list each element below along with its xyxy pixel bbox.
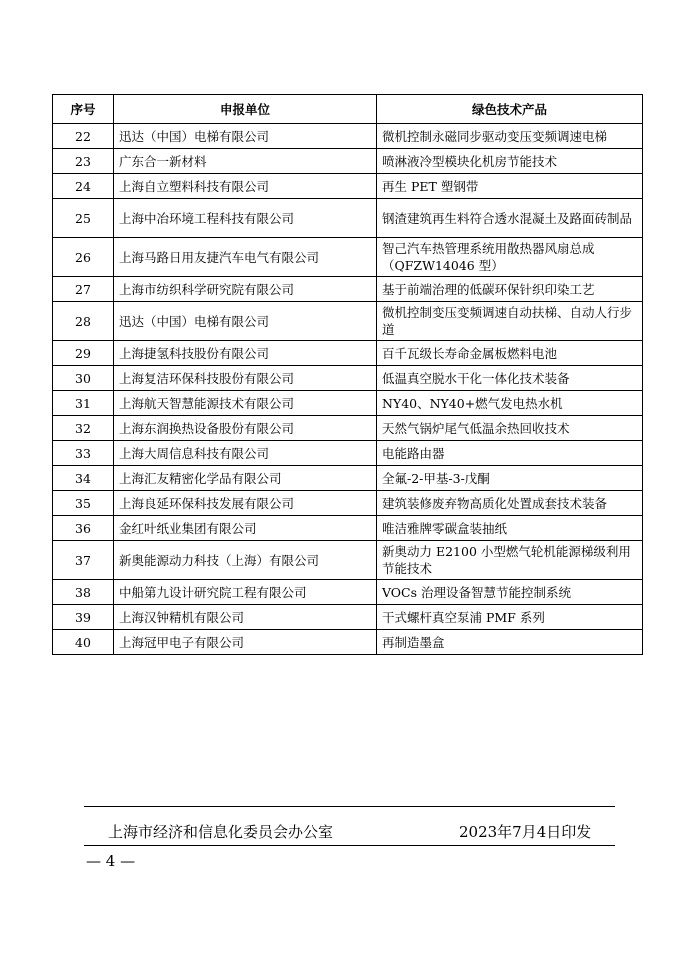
green-tech-table <box>52 94 643 655</box>
row-unit-cell: 迅达（中国）电梯有限公司 <box>114 124 377 149</box>
row-index-cell: 26 <box>53 238 114 277</box>
table-row <box>53 516 643 541</box>
row-index-cell: 27 <box>53 277 114 302</box>
row-index-cell: 25 <box>53 199 114 238</box>
row-index-cell: 36 <box>53 516 114 541</box>
row-index-cell: 35 <box>53 491 114 516</box>
row-unit-cell: 迅达（中国）电梯有限公司 <box>114 302 377 341</box>
row-index-cell: 33 <box>53 441 114 466</box>
row-index-cell: 28 <box>53 302 114 341</box>
row-product-cell: 干式螺杆真空泵浦 PMF 系列 <box>377 605 643 630</box>
table-row <box>53 391 643 416</box>
row-index-cell: 29 <box>53 341 114 366</box>
table-row <box>53 466 643 491</box>
table-row <box>53 341 643 366</box>
row-product-cell: 智己汽车热管理系统用散热器风扇总成（QFZW14046 型） <box>377 238 643 277</box>
row-unit-cell: 新奥能源动力科技（上海）有限公司 <box>114 541 377 580</box>
table-row <box>53 124 643 149</box>
row-unit-cell: 上海市纺织科学研究院有限公司 <box>114 277 377 302</box>
row-unit-cell: 上海马路日用友捷汽车电气有限公司 <box>114 238 377 277</box>
row-product-cell: 天然气锅炉尾气低温余热回收技术 <box>377 416 643 441</box>
row-unit-cell: 金红叶纸业集团有限公司 <box>114 516 377 541</box>
row-product-cell: 喷淋液冷型模块化机房节能技术 <box>377 149 643 174</box>
row-product-cell: VOCs 治理设备智慧节能控制系统 <box>377 580 643 605</box>
row-index-cell: 37 <box>53 541 114 580</box>
row-index-cell: 32 <box>53 416 114 441</box>
row-product-cell: 再生 PET 塑钢带 <box>377 174 643 199</box>
row-unit-cell: 上海复洁环保科技股份有限公司 <box>114 366 377 391</box>
table-row <box>53 416 643 441</box>
table-row <box>53 366 643 391</box>
table-row <box>53 199 643 238</box>
row-product-cell: 微机控制永磁同步驱动变压变频调速电梯 <box>377 124 643 149</box>
table-row <box>53 149 643 174</box>
table-row <box>53 277 643 302</box>
row-unit-cell: 上海冠甲电子有限公司 <box>114 630 377 655</box>
row-unit-cell: 上海中冶环境工程科技有限公司 <box>114 199 377 238</box>
header-unit: 申报单位 <box>114 95 377 124</box>
table-row <box>53 630 643 655</box>
row-unit-cell: 中船第九设计研究院工程有限公司 <box>114 580 377 605</box>
page-number: — 4 — <box>86 852 136 870</box>
row-unit-cell: 上海大周信息科技有限公司 <box>114 441 377 466</box>
footer-bottom-rule <box>84 845 615 846</box>
row-unit-cell: 上海航天智慧能源技术有限公司 <box>114 391 377 416</box>
row-product-cell: 基于前端治理的低碳环保针织印染工艺 <box>377 277 643 302</box>
footer-issuing-office: 上海市经济和信息化委员会办公室 <box>108 823 334 841</box>
row-unit-cell: 上海汇友精密化学品有限公司 <box>114 466 377 491</box>
table-row <box>53 238 643 277</box>
row-product-cell: 全氟-2-甲基-3-戊酮 <box>377 466 643 491</box>
row-index-cell: 24 <box>53 174 114 199</box>
row-index-cell: 23 <box>53 149 114 174</box>
row-index-cell: 40 <box>53 630 114 655</box>
table-row <box>53 605 643 630</box>
row-index-cell: 31 <box>53 391 114 416</box>
table-row <box>53 580 643 605</box>
row-product-cell: 唯洁雅牌零碳盒装抽纸 <box>377 516 643 541</box>
row-index-cell: 38 <box>53 580 114 605</box>
row-unit-cell: 上海东润换热设备股份有限公司 <box>114 416 377 441</box>
row-unit-cell: 上海捷氢科技股份有限公司 <box>114 341 377 366</box>
row-unit-cell: 上海自立塑料科技有限公司 <box>114 174 377 199</box>
table-row <box>53 441 643 466</box>
row-index-cell: 30 <box>53 366 114 391</box>
footer-issue-date: 2023年7月4日印发 <box>459 823 592 841</box>
table-header-row <box>53 95 643 124</box>
footer-top-rule <box>84 806 615 807</box>
table-row <box>53 174 643 199</box>
row-product-cell: NY40、NY40+燃气发电热水机 <box>377 391 643 416</box>
row-product-cell: 新奥动力 E2100 小型燃气轮机能源梯级利用节能技术 <box>377 541 643 580</box>
table-row <box>53 491 643 516</box>
row-product-cell: 微机控制变压变频调速自动扶梯、自动人行步道 <box>377 302 643 341</box>
table-row <box>53 302 643 341</box>
row-product-cell: 建筑装修废弃物高质化处置成套技术装备 <box>377 491 643 516</box>
header-index: 序号 <box>53 95 114 124</box>
row-product-cell: 百千瓦级长寿命金属板燃料电池 <box>377 341 643 366</box>
header-product: 绿色技术产品 <box>377 95 643 124</box>
row-index-cell: 22 <box>53 124 114 149</box>
table-row <box>53 541 643 580</box>
row-product-cell: 低温真空脱水干化一体化技术装备 <box>377 366 643 391</box>
row-product-cell: 钢渣建筑再生料符合透水混凝土及路面砖制品 <box>377 199 643 238</box>
row-index-cell: 34 <box>53 466 114 491</box>
row-product-cell: 再制造墨盒 <box>377 630 643 655</box>
row-unit-cell: 上海良延环保科技发展有限公司 <box>114 491 377 516</box>
row-unit-cell: 上海汉钟精机有限公司 <box>114 605 377 630</box>
row-product-cell: 电能路由器 <box>377 441 643 466</box>
row-unit-cell: 广东合一新材料 <box>114 149 377 174</box>
row-index-cell: 39 <box>53 605 114 630</box>
